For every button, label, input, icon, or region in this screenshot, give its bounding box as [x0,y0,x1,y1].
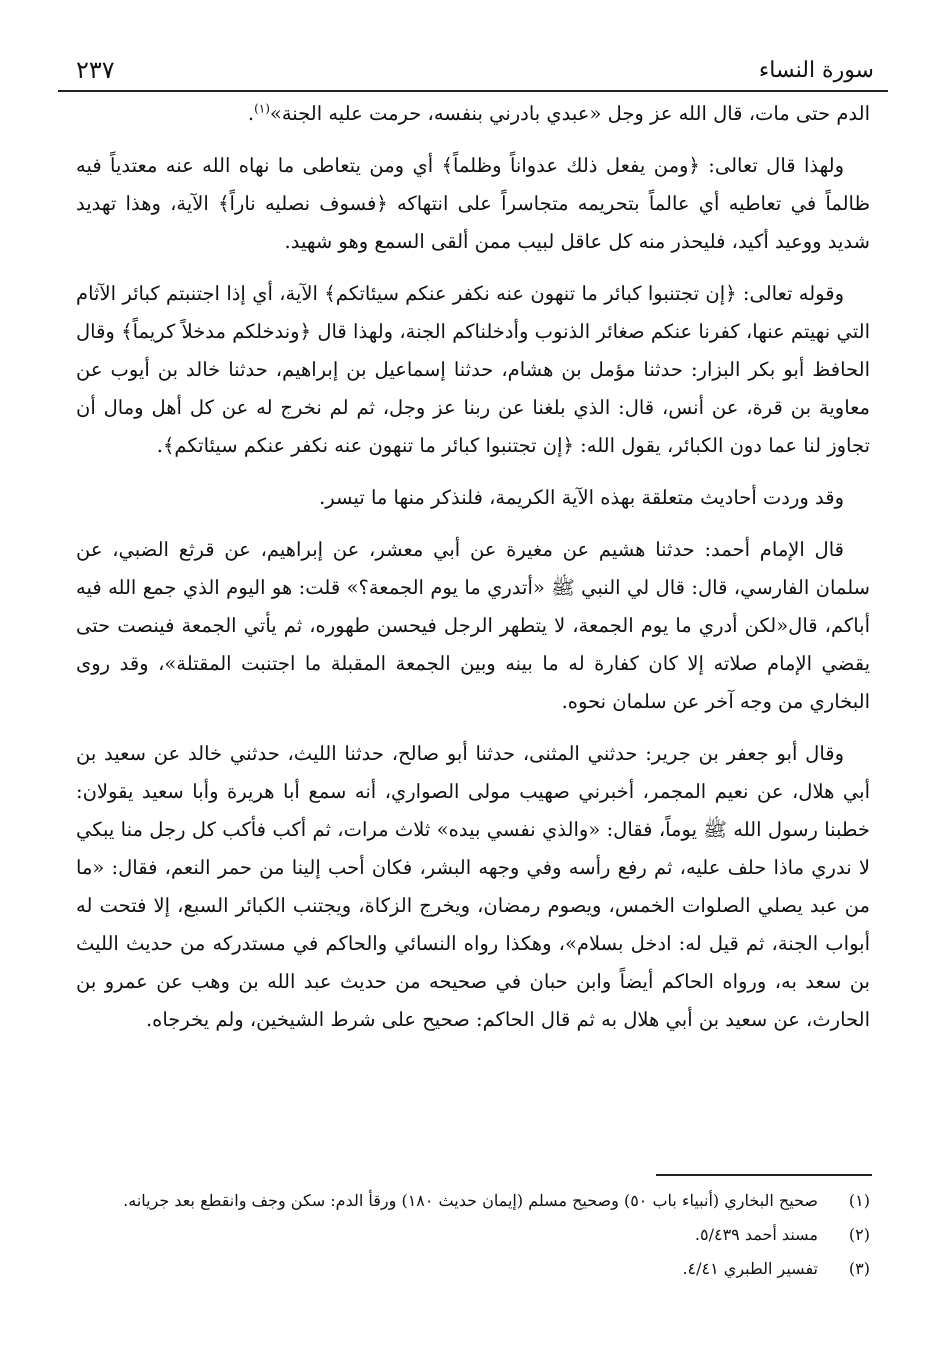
paragraph: ولهذا قال تعالى: ﴿ومن يفعل ذلك عدواناً وظلماً﴾ أي ومن يتعاطى ما نهاه الله عنه معتدياً فيه ظالماً في تعاطيه أي عالماً بتحريمه متجاسراً على انتهاكه ﴿فسوف نصليه ناراً﴾ الآية، وهذا تهديد شديد ووعيد أكيد، فليحذر منه كل عاقل لبيب ممن ألقى السمع وهو شهيد. [76,154,870,253]
footnote-number: (٣) [848,1259,870,1278]
paragraph: قال الإمام أحمد: حدثنا هشيم عن مغيرة عن أبي معشر، عن إبراهيم، عن قرثع الضبي، عن سلمان الفارسي، قال: قال لي النبي ﷺ «أتدري ما يوم الجمعة؟» قلت: هو اليوم الذي جمع الله فيه أباكم، قال«لكن أدري ما يوم الجمعة، لا يتطهر الرجل فيحسن طهوره، ثم يأتي الجمعة فينصت حتى يقضي الإمام صلاته إلا كان كفارة له ما بينه وبين الجمعة المقبلة ما اجتنبت المقتلة»، وقد روى البخاري من وجه آخر عن سلمان نحوه. [76,538,870,713]
page-header [70,52,880,88]
footnote-number: (٢) [848,1225,870,1244]
paragraph: الدم حتى مات، قال الله عز وجل «عبدي بادرني بنفسه، حرمت عليه الجنة»$^{(١)}$. [247,101,870,125]
main-text [76,95,870,1053]
footnote-text: تفسير الطبري ٤/٤١. [682,1259,818,1278]
page-number: ٢٣٧ [76,56,115,84]
paragraph: وقد وردت أحاديث متعلقة بهذه الآية الكريمة، فلنذكر منها ما تيسر. [319,486,844,509]
footnote [76,1186,870,1216]
paragraph: وقوله تعالى: ﴿إن تجتنبوا كبائر ما تنهون عنه نكفر عنكم سيئاتكم﴾ الآية، أي إذا اجتنبتم كبائر الآثام التي نهيتم عنها، كفرنا عنكم صغائر الذنوب وأدخلناكم الجنة، ولهذا قال ﴿وندخلكم مدخلاً كريماً﴾ وقال الحافظ أبو بكر البزار: حدثنا مؤمل بن هشام، حدثنا إسماعيل بن إبراهيم، حدثنا خالد بن أيوب عن معاوية بن قرة، عن أنس، قال: الذي بلغنا عن ربنا عز وجل، ثم لم نخرج له عن كل أهل ومال أن تجاوز لنا عما دون الكبائر، يقول الله: ﴿إن تجتنبوا كبائر ما تنهون عنه نكفر عنكم سيئاتكم﴾. [76,282,870,457]
footnote [76,1254,870,1284]
footnote-divider [656,1174,872,1176]
footnote-number: (١) [848,1191,870,1210]
surah-title: سورة النساء [758,58,874,83]
footnote [76,1220,870,1250]
paragraph: وقال أبو جعفر بن جرير: حدثني المثنى، حدثنا أبو صالح، حدثنا الليث، حدثني خالد عن سعيد بن أبي هلال، عن نعيم المجمر، أخبرني صهيب مولى الصواري، أنه سمع أبا هريرة وأبا سعيد يقولان: خطبنا رسول الله ﷺ يوماً، فقال: «والذي نفسي بيده» ثلاث مرات، ثم أكب فأكب كل رجل منا يبكي لا ندري ماذا حلف عليه، ثم رفع رأسه وفي وجهه البشر، فكان أحب إلينا من حمر النعم، فقال: «ما من عبد يصلي الصلوات الخمس، ويصوم رمضان، ويخرج الزكاة، ويجتنب الكبائر السبع، إلا فتحت له أبواب الجنة، ثم قيل له: ادخل بسلام»، وهكذا رواه النسائي والحاكم في مستدركه من حديث الليث بن سعد به، ورواه الحاكم أيضاً وابن حبان في صحيحه من حديث عبد الله بن وهب عن عمرو بن الحارث، عن سعيد بن أبي هلال به ثم قال الحاكم: صحيح على شرط الشيخين، ولم يخرجاه. [76,742,870,1031]
footnote-text: صحيح البخاري (أنبياء باب ٥٠) وصحيح مسلم (إيمان حديث ١٨٠) ورقأ الدم: سكن وجف وانقطع بعد جريانه. [123,1191,818,1210]
footnotes [76,1186,870,1288]
footnote-marker: (١) [254,101,270,116]
footnote-text: مسند أحمد ٥/٤٣٩. [694,1225,818,1244]
header-divider [58,90,888,92]
